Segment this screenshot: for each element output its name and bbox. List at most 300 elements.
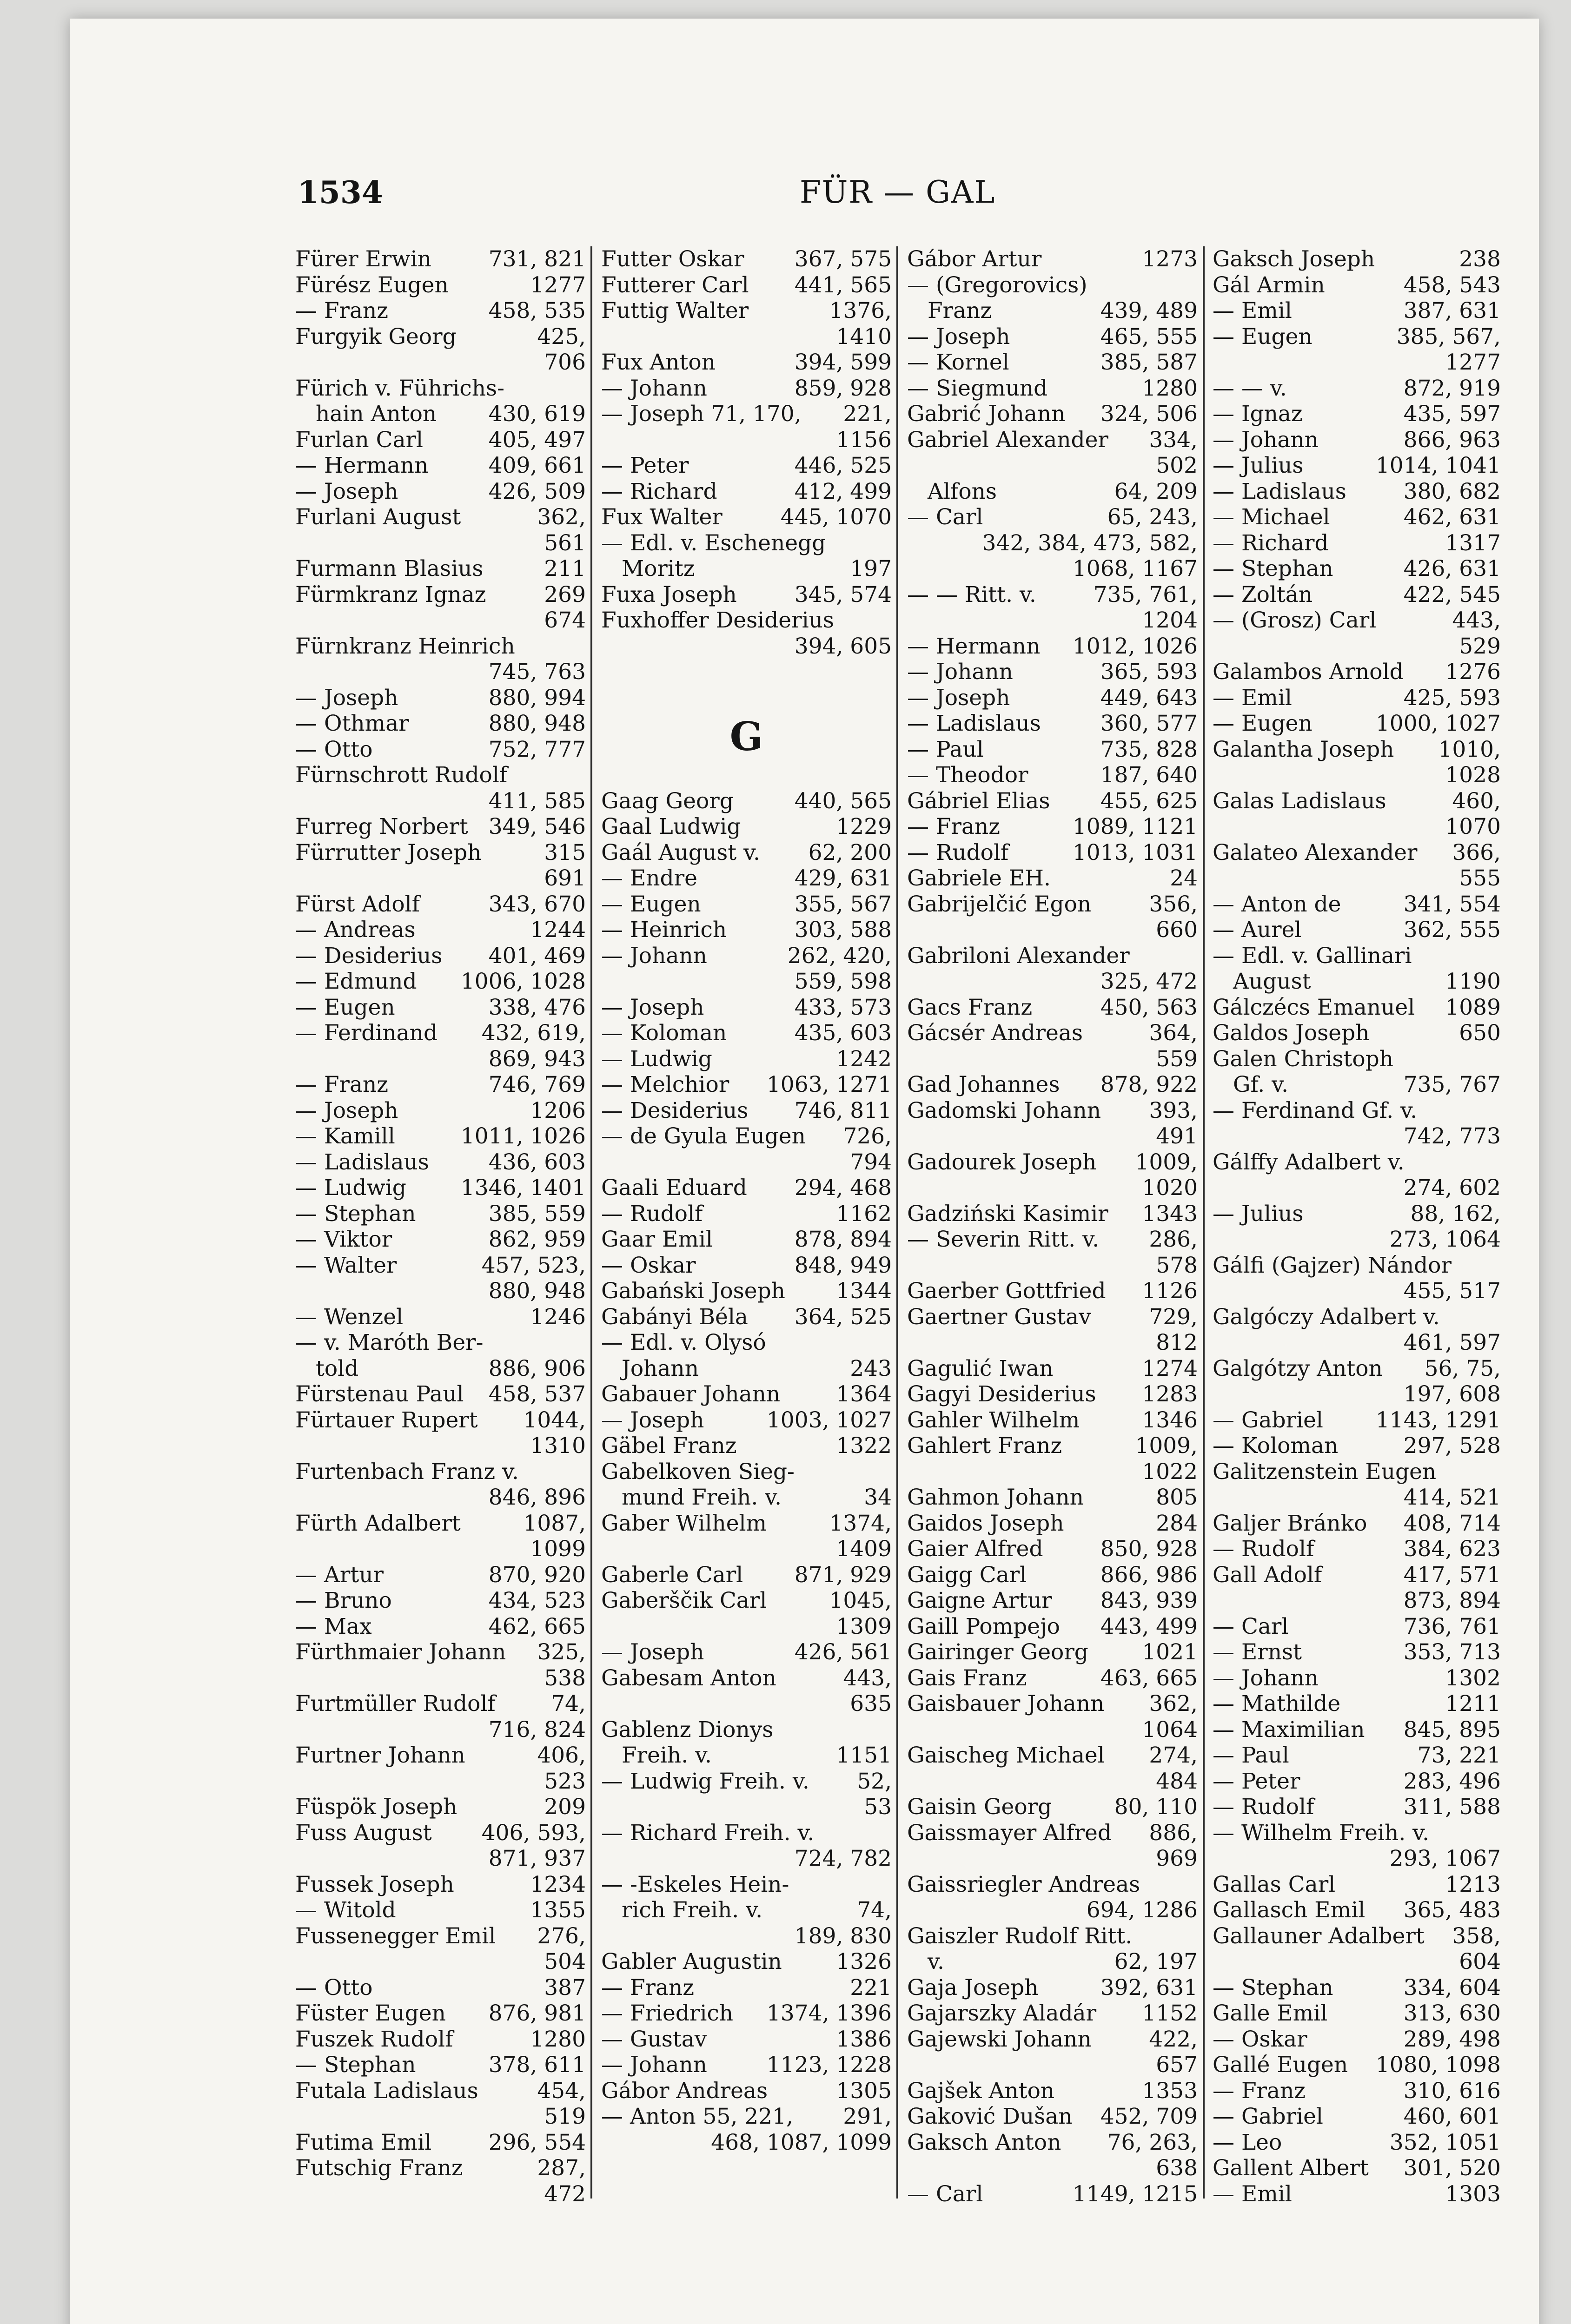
entry-pages: 559, 598: [794, 969, 892, 994]
entry-name: — Stephan: [295, 1201, 416, 1227]
entry-pages: 1149, 1215: [1072, 2181, 1198, 2207]
entry-name: — Emil: [1213, 685, 1292, 711]
index-entry: [601, 607, 892, 634]
entry-pages: 1000, 1027: [1375, 711, 1501, 736]
entry-pages: [1192, 943, 1198, 969]
index-entry: [295, 504, 586, 530]
index-column-3: [907, 246, 1198, 2207]
entry-pages: [1495, 1046, 1501, 1072]
entry-continuation: [1213, 762, 1501, 788]
entry-name: Gajarszky Aladár: [907, 2000, 1097, 2026]
entry-continuation: [1213, 1227, 1501, 1253]
index-entry: [907, 1304, 1198, 1330]
entry-name: — Edl. v. Eschenegg: [601, 530, 826, 556]
entry-pages: [580, 762, 586, 788]
entry-pages: 735, 761,: [1093, 581, 1198, 607]
index-entry: [601, 1201, 892, 1227]
entry-pages: 746, 811: [794, 1097, 892, 1123]
entry-pages: 1020: [1142, 1175, 1198, 1201]
entry-pages: 886, 906: [488, 1355, 586, 1381]
index-entry: [295, 1691, 586, 1717]
index-entry: [295, 634, 586, 660]
entry-pages: 284: [1156, 1510, 1198, 1536]
entry-pages: 443,: [843, 1665, 892, 1691]
entry-continuation: [1213, 865, 1501, 891]
index-entry: [907, 2027, 1198, 2053]
index-entry: [295, 1253, 586, 1279]
index-entry: [907, 1691, 1198, 1717]
entry-name: Fürész Eugen: [295, 272, 449, 298]
entry-pages: 1089: [1445, 994, 1501, 1020]
entry-pages: 334,: [1149, 427, 1198, 453]
entry-pages: 1009,: [1135, 1149, 1198, 1175]
entry-name: — Joseph 71, 170,: [601, 401, 802, 427]
index-entry: [601, 2000, 892, 2027]
index-entry: [295, 1149, 586, 1175]
index-entry: [1213, 711, 1501, 737]
index-entry: [1213, 1536, 1501, 1562]
index-entry: [601, 943, 892, 969]
entry-name: — Joseph: [907, 324, 1010, 350]
index-entry: [907, 2181, 1198, 2207]
index-entry: [1213, 1820, 1501, 1846]
entry-pages: 460, 601: [1403, 2104, 1501, 2129]
index-entry: [295, 1794, 586, 1820]
entry-continuation: [295, 1046, 586, 1072]
entry-pages: 356,: [1149, 891, 1198, 917]
entry-continuation: [907, 1459, 1198, 1485]
entry-name: — Carl: [1213, 1613, 1289, 1639]
index-entry: [295, 1407, 586, 1433]
index-entry: [1213, 530, 1501, 556]
entry-name: Furreg Norbert: [295, 814, 468, 839]
entry-name: Füster Eugen: [295, 2000, 446, 2026]
entry-name: — Johann: [907, 659, 1013, 685]
entry-name: — Andreas: [295, 917, 416, 943]
index-entry: [907, 840, 1198, 866]
index-entry: [1213, 2130, 1501, 2156]
entry-name: — Julius: [1213, 453, 1304, 478]
index-entry: [601, 1588, 892, 1614]
entry-pages: 334, 604: [1403, 1974, 1501, 2000]
entry-name: — Stephan: [295, 2052, 416, 2078]
index-entry: [601, 1949, 892, 1975]
entry-pages: 274, 602: [1403, 1175, 1501, 1201]
index-entry: [601, 995, 892, 1021]
index-entry: [907, 1794, 1198, 1820]
index-entry: [1213, 2078, 1501, 2104]
index-entry: [1213, 582, 1501, 608]
entry-name: — Rudolf: [1213, 1536, 1314, 1562]
index-entry: [1213, 1072, 1501, 1098]
entry-name: Furtmüller Rudolf: [295, 1691, 496, 1717]
entry-continuation: [907, 1769, 1198, 1795]
entry-pages: 1045,: [829, 1588, 892, 1613]
entry-pages: [886, 530, 892, 556]
entry-pages: 578: [1156, 1252, 1198, 1278]
entry-continuation: [295, 1536, 586, 1562]
index-entry: [295, 762, 586, 788]
entry-name: Gabriele EH.: [907, 865, 1051, 891]
entry-pages: 297, 528: [1403, 1433, 1501, 1459]
entry-name: Futter Oskar: [601, 246, 744, 272]
entry-pages: 362,: [1149, 1691, 1198, 1717]
entry-pages: [1495, 943, 1501, 969]
entry-pages: 1087,: [523, 1510, 586, 1536]
entry-pages: 417, 571: [1403, 1562, 1501, 1588]
index-entry: [1213, 788, 1501, 814]
entry-name: Gaberščik Carl: [601, 1588, 767, 1613]
entry-pages: 62, 197: [1114, 1949, 1198, 1974]
index-entry: [907, 1356, 1198, 1382]
entry-name: — Theodor: [907, 762, 1028, 788]
entry-pages: 88, 162,: [1410, 1201, 1501, 1227]
entry-pages: 243: [850, 1355, 892, 1381]
entry-name: Gabauer Johann: [601, 1381, 781, 1407]
index-entry: [295, 1820, 586, 1846]
index-entry: [1213, 969, 1501, 995]
entry-pages: 878, 922: [1100, 1072, 1198, 1097]
entry-pages: 1009,: [1135, 1433, 1198, 1459]
index-entry: [295, 272, 586, 298]
index-entry: [295, 737, 586, 763]
entry-continuation: [907, 1846, 1198, 1872]
entry-pages: 262, 420,: [787, 943, 892, 969]
index-entry: [1213, 840, 1501, 866]
entry-name: Gad Johannes: [907, 1072, 1060, 1097]
index-entry: [907, 737, 1198, 763]
entry-name: — Edl. v. Olysó: [601, 1330, 766, 1355]
entry-pages: 441, 565: [794, 272, 892, 298]
entry-name: — Julius: [1213, 1201, 1304, 1227]
entry-name: — Otto: [295, 736, 373, 762]
entry-continuation: [295, 1665, 586, 1691]
entry-pages: 1376,: [829, 298, 892, 324]
entry-name: Futschig Franz: [295, 2155, 463, 2181]
entry-pages: 1386: [836, 2026, 892, 2052]
entry-name: — Franz: [907, 814, 1001, 839]
entry-pages: 726,: [843, 1123, 892, 1149]
entry-pages: 878, 894: [794, 1227, 892, 1252]
index-entry: [295, 2027, 586, 2053]
index-entry: [601, 840, 892, 866]
entry-pages: 367, 575: [794, 246, 892, 272]
index-entry: [1213, 685, 1501, 711]
entry-name: — Joseph: [907, 685, 1010, 711]
index-entry: [1213, 2000, 1501, 2027]
entry-pages: 1242: [836, 1046, 892, 1072]
entry-continuation: [1213, 1381, 1501, 1407]
entry-continuation: [907, 1175, 1198, 1201]
index-entry: [907, 865, 1198, 891]
index-entry: [601, 556, 892, 582]
entry-pages: 674: [544, 607, 586, 633]
index-column-2: [601, 246, 892, 2155]
entry-name: Gaksch Joseph: [1213, 246, 1375, 272]
index-entry: [295, 479, 586, 505]
index-entry: [601, 582, 892, 608]
index-entry: [601, 1253, 892, 1279]
entry-name: — Joseph: [295, 478, 398, 504]
index-entry: [295, 2078, 586, 2104]
entry-name: Gaberle Carl: [601, 1562, 743, 1588]
entry-continuation: [295, 2104, 586, 2130]
entry-pages: 440, 565: [794, 788, 892, 814]
entry-name: Gaisin Georg: [907, 1794, 1052, 1820]
entry-pages: 1364: [836, 1381, 892, 1407]
entry-name: Gaidos Joseph: [907, 1510, 1064, 1536]
entry-name: Gf. v.: [1233, 1072, 1289, 1097]
entry-name: — Joseph: [295, 685, 398, 711]
entry-name: Fürer Erwin: [295, 246, 431, 272]
entry-pages: 1143, 1291: [1375, 1407, 1501, 1433]
entry-continuation: [601, 1536, 892, 1562]
entry-pages: 364,: [1149, 1020, 1198, 1046]
index-entry: [1213, 1794, 1501, 1820]
index-entry: [1213, 943, 1501, 969]
entry-pages: 56, 75,: [1424, 1355, 1501, 1381]
entry-name: Gallent Albert: [1213, 2155, 1369, 2181]
entry-pages: [886, 1459, 892, 1485]
entry-name: Fussek Joseph: [295, 1871, 454, 1897]
entry-continuation: [295, 607, 586, 634]
entry-pages: 886,: [1149, 1820, 1198, 1846]
entry-name: — Joseph: [601, 994, 704, 1020]
index-entry: [1213, 1665, 1501, 1691]
entry-pages: 455, 625: [1100, 788, 1198, 814]
entry-pages: 445, 1070: [780, 504, 892, 530]
index-entry: [907, 1381, 1198, 1407]
entry-continuation: [295, 1717, 586, 1743]
entry-pages: 462, 631: [1403, 504, 1501, 530]
entry-name: Gadourek Joseph: [907, 1149, 1097, 1175]
entry-name: — Melchior: [601, 1072, 729, 1097]
index-entry: [907, 2078, 1198, 2104]
entry-name: Gahler Wilhelm: [907, 1407, 1080, 1433]
index-entry: [601, 1665, 892, 1691]
entry-name: Johann: [622, 1355, 699, 1381]
entry-name: — Rudolf: [1213, 1794, 1314, 1820]
entry-pages: 62, 200: [808, 839, 892, 865]
column-divider: [590, 246, 592, 2199]
entry-pages: 468, 1087, 1099: [711, 2129, 892, 2155]
index-entry: [907, 1433, 1198, 1459]
index-entry: [1213, 1020, 1501, 1046]
entry-pages: 443, 499: [1100, 1613, 1198, 1639]
entry-pages: 491: [1156, 1123, 1198, 1149]
entry-pages: 745, 763: [488, 659, 586, 685]
index-entry: [601, 401, 892, 427]
entry-name: Gall Adolf: [1213, 1562, 1322, 1588]
entry-continuation: [1213, 1485, 1501, 1511]
entry-pages: 870, 920: [488, 1562, 586, 1588]
index-entry: [295, 1743, 586, 1769]
entry-name: Freih. v.: [622, 1743, 712, 1768]
index-entry: [601, 1072, 892, 1098]
entry-pages: 843, 939: [1100, 1588, 1198, 1613]
entry-name: — Emil: [1213, 2181, 1292, 2207]
index-entry: [1213, 1149, 1501, 1175]
entry-name: — Max: [295, 1613, 372, 1639]
index-entry: [601, 1123, 892, 1149]
index-entry: [907, 2130, 1198, 2156]
entry-pages: 435, 603: [794, 1020, 892, 1046]
column-divider: [1203, 246, 1205, 2199]
entry-pages: 1010,: [1438, 736, 1501, 762]
entry-continuation: [1213, 1330, 1501, 1356]
index-column-4: [1213, 246, 1501, 2207]
index-entry: [1213, 1717, 1501, 1743]
index-entry: [1213, 1923, 1501, 1949]
index-entry: [907, 1614, 1198, 1640]
index-entry: [295, 969, 586, 995]
entry-name: — Johann: [601, 943, 707, 969]
entry-name: Gabriloni Alexander: [907, 943, 1130, 969]
index-entry: [295, 1975, 586, 2001]
index-entry: [1213, 298, 1501, 324]
entry-name: Galgótzy Anton: [1213, 1355, 1383, 1381]
entry-pages: 426, 509: [488, 478, 586, 504]
entry-pages: 457, 523,: [481, 1252, 586, 1278]
entry-pages: 1309: [836, 1613, 892, 1639]
entry-name: — Eugen: [295, 994, 395, 1020]
index-entry: [1213, 1253, 1501, 1279]
entry-pages: 342, 384, 473, 582,: [982, 530, 1198, 556]
entry-name: Futtig Walter: [601, 298, 749, 324]
entry-pages: 1234: [530, 1871, 586, 1897]
entry-name: — Richard: [1213, 530, 1329, 556]
index-entry: [1213, 2181, 1501, 2207]
entry-name: Gaksch Anton: [907, 2129, 1061, 2155]
entry-pages: 362, 555: [1403, 917, 1501, 943]
entry-name: — (Gregorovics): [907, 272, 1087, 298]
entry-name: Galantha Joseph: [1213, 736, 1394, 762]
entry-pages: 559: [1156, 1046, 1198, 1072]
index-entry: [1213, 607, 1501, 634]
entry-name: — Paul: [907, 736, 984, 762]
entry-pages: 405, 497: [488, 427, 586, 453]
entry-name: Gaja Joseph: [907, 1974, 1039, 2000]
entry-name: — Carl: [907, 504, 983, 530]
entry-pages: 385, 559: [488, 1201, 586, 1227]
entry-pages: 80, 110: [1114, 1794, 1198, 1820]
entry-pages: [1192, 1872, 1198, 1898]
index-entry: [295, 943, 586, 969]
entry-continuation: [295, 530, 586, 556]
entry-pages: 969: [1156, 1846, 1198, 1871]
entry-pages: 443,: [1452, 607, 1501, 633]
index-entry: [907, 814, 1198, 840]
entry-name: — — v.: [1213, 375, 1287, 401]
index-entry: [601, 479, 892, 505]
entry-pages: 752, 777: [488, 736, 586, 762]
index-entry: [295, 556, 586, 582]
index-entry: [601, 1872, 892, 1898]
entry-name: — Eugen: [601, 891, 701, 917]
entry-name: — Joseph: [601, 1639, 704, 1665]
index-entry: [295, 376, 586, 402]
entry-name: Furlan Carl: [295, 427, 424, 453]
entry-pages: 74,: [551, 1691, 586, 1717]
column-divider: [896, 246, 898, 2199]
entry-pages: 450, 563: [1100, 994, 1198, 1020]
entry-name: — Ludwig: [295, 1175, 406, 1201]
entry-name: — Franz: [295, 1072, 389, 1097]
entry-pages: 324, 506: [1100, 401, 1198, 427]
index-entry: [1213, 324, 1501, 350]
entry-pages: 454,: [537, 2078, 586, 2104]
entry-pages: 1206: [530, 1097, 586, 1123]
entry-name: — Franz: [601, 1974, 695, 2000]
index-entry: [295, 324, 586, 350]
entry-name: Gaigne Artur: [907, 1588, 1052, 1613]
index-entry: [1213, 995, 1501, 1021]
index-entry: [295, 1330, 586, 1356]
entry-pages: 276,: [537, 1923, 586, 1949]
index-entry: [601, 1769, 892, 1795]
index-entry: [601, 1433, 892, 1459]
entry-pages: 1089, 1121: [1072, 814, 1198, 839]
entry-name: — Franz: [1213, 2078, 1306, 2104]
entry-name: Gaag Georg: [601, 788, 734, 814]
entry-name: — Carl: [907, 2181, 983, 2207]
entry-pages: 211: [544, 556, 586, 581]
entry-name: Gagulić Iwan: [907, 1355, 1054, 1381]
entry-pages: 341, 554: [1403, 891, 1501, 917]
index-entry: [1213, 2155, 1501, 2181]
index-entry: [907, 1020, 1198, 1046]
index-entry: [907, 376, 1198, 402]
entry-name: Galambos Arnold: [1213, 659, 1404, 685]
index-entry: [295, 1381, 586, 1407]
index-entry: [295, 2130, 586, 2156]
entry-name: Gabriel Alexander: [907, 427, 1108, 453]
index-entry: [601, 504, 892, 530]
entry-name: Gaissmayer Alfred: [907, 1820, 1112, 1846]
index-entry: [601, 1459, 892, 1485]
index-column-1: [295, 246, 586, 2207]
entry-pages: 694, 1286: [1086, 1897, 1198, 1923]
index-entry: [907, 995, 1198, 1021]
index-entry: [907, 504, 1198, 530]
entry-pages: [1495, 1459, 1501, 1485]
entry-name: Fürrutter Joseph: [295, 839, 482, 865]
entry-name: Furmann Blasius: [295, 556, 484, 581]
index-entry: [295, 1304, 586, 1330]
entry-name: August: [1233, 969, 1311, 994]
entry-pages: 393,: [1149, 1097, 1198, 1123]
entry-pages: 1244: [530, 917, 586, 943]
entry-continuation: [295, 1278, 586, 1304]
index-entry: [601, 865, 892, 891]
entry-name: Gálffy Adalbert v.: [1213, 1149, 1405, 1175]
index-entry: [1213, 1304, 1501, 1330]
entry-name: — Richard Freih. v.: [601, 1820, 815, 1846]
entry-name: — Severin Ritt. v.: [907, 1227, 1100, 1252]
index-entry: [907, 659, 1198, 685]
entry-name: Futala Ladislaus: [295, 2078, 478, 2104]
entry-name: Galdos Joseph: [1213, 1020, 1370, 1046]
entry-pages: 1283: [1142, 1381, 1198, 1407]
index-entry: [295, 1072, 586, 1098]
index-entry: [1213, 917, 1501, 943]
index-entry: [601, 1639, 892, 1665]
entry-pages: 446, 525: [794, 453, 892, 478]
entry-name: Fürst Adolf: [295, 891, 420, 917]
entry-name: Gacs Franz: [907, 994, 1033, 1020]
entry-name: Gábor Andreas: [601, 2078, 768, 2104]
entry-pages: 845, 895: [1403, 1717, 1501, 1743]
